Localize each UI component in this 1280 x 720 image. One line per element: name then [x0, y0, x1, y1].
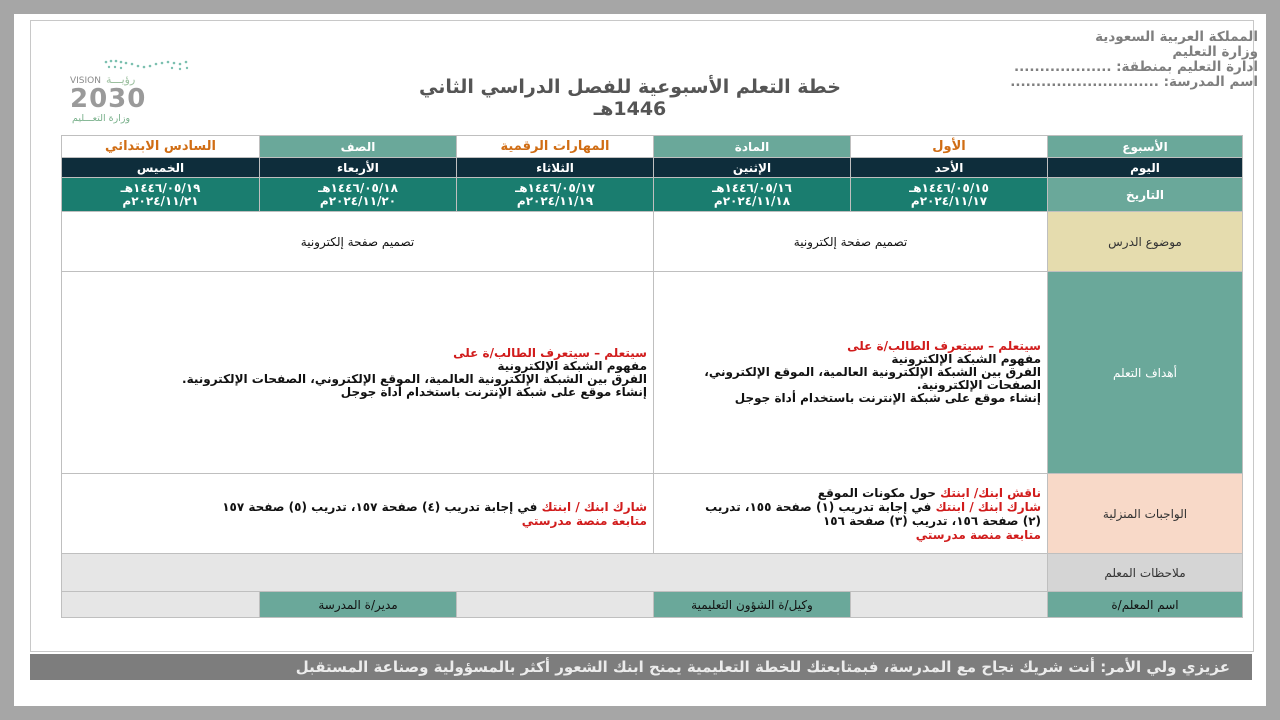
hw-highlight: ناقش ابنك/ ابنتك: [940, 485, 1041, 500]
parent-message-banner: [30, 654, 1252, 680]
date-hijri: ١٤٤٦/٠٥/١٥هـ: [909, 180, 989, 195]
homework-label: الواجبات المنزلية: [1048, 474, 1243, 554]
goals-intro: سيتعلم – سيتعرف الطالب/ة على: [847, 339, 1041, 353]
date-hijri: ١٤٤٦/٠٥/١٦هـ: [712, 180, 792, 195]
goal-line: الفرق بين الشبكة الإلكترونية العالمية، الموقع الإلكتروني،: [704, 365, 1041, 379]
dates-row: [62, 178, 1243, 212]
vision-2030-logo: [70, 56, 200, 124]
hw-platform: متابعة منصة مدرستي: [915, 527, 1041, 542]
date-gregorian: ٢٠٢٤/١١/٢٠م: [319, 193, 397, 208]
goal-line: الصفحات الإلكترونية.: [916, 378, 1041, 392]
hw-text: في إجابة تدريب (١) صفحة ١٥٥، تدريب: [705, 499, 936, 514]
principal-name-field[interactable]: [62, 592, 260, 618]
week-value: الأول: [851, 136, 1048, 158]
principal-label: مدير/ة المدرسة: [260, 592, 457, 618]
goal-line: مفهوم الشبكة الإلكترونية: [891, 352, 1041, 366]
teacher-label: اسم المعلم/ة: [1048, 592, 1243, 618]
deputy-label: وكيل/ة الشؤون التعليمية: [654, 592, 851, 618]
date-cell: [457, 178, 654, 212]
homework-row: [62, 474, 1243, 554]
topic-cell-1: تصميم صفحة إلكترونية: [654, 212, 1048, 272]
goals-cell-1: [654, 272, 1048, 474]
grade-value: السادس الابتدائي: [62, 136, 260, 158]
goal-line: الفرق بين الشبكة الإلكترونية العالمية، الموقع الإلكتروني، الصفحات الإلكترونية.: [182, 371, 647, 386]
logo-vision-text: VISION: [70, 76, 101, 86]
ministry-text: وزارة التعليم: [1172, 44, 1258, 60]
grade-label: الصف: [260, 136, 457, 158]
notes-field[interactable]: [62, 554, 1048, 592]
date-gregorian: ٢٠٢٤/١١/٢١م: [122, 193, 199, 208]
page-title: خطة التعلم الأسبوعية للفصل الدراسي الثاني 1446هـ: [419, 76, 841, 120]
homework-cell-2: [62, 474, 654, 554]
goals-intro: سيتعلم – سيتعرف الطالب/ة على: [453, 345, 647, 360]
date-cell: [654, 178, 851, 212]
date-hijri: ١٤٤٦/٠٥/١٩هـ: [120, 180, 201, 195]
goals-cell-2: [62, 272, 654, 474]
date-hijri: ١٤٤٦/٠٥/١٨هـ: [318, 180, 398, 195]
kingdom-text: المملكة العربية السعودية: [1095, 29, 1258, 45]
weekly-plan-table: [61, 135, 1243, 618]
date-hijri: ١٤٤٦/٠٥/١٧هـ: [515, 180, 595, 195]
hw-highlight: شارك ابنك / ابنتك: [935, 499, 1041, 514]
info-row: [62, 136, 1243, 158]
homework-cell-1: [654, 474, 1048, 554]
goal-line: مفهوم الشبكة الإلكترونية: [497, 358, 647, 373]
deputy-name-field[interactable]: [457, 592, 654, 618]
hw-line: (٢) صفحة ١٥٦، تدريب (٣) صفحة ١٥٦: [822, 513, 1041, 528]
hw-highlight: شارك ابنك / ابنتك: [541, 499, 647, 514]
day-monday: الإثنين: [654, 158, 851, 178]
week-label: الأسبوع: [1048, 136, 1243, 158]
day-wednesday: الأربعاء: [260, 158, 457, 178]
logo-ministry: وزارة التعـــليم: [72, 113, 131, 124]
header-info: [1010, 30, 1258, 90]
topic-row: [62, 212, 1243, 272]
teacher-name-field[interactable]: [851, 592, 1048, 618]
signatures-row: [62, 592, 1243, 618]
days-row: [62, 158, 1243, 178]
hw-line: [68, 500, 647, 514]
date-gregorian: ٢٠٢٤/١١/١٨م: [713, 193, 791, 208]
subject-value: المهارات الرقمية: [457, 136, 654, 158]
day-sunday: الأحد: [851, 158, 1048, 178]
logo-vision-ar: رؤيـــة: [106, 73, 136, 86]
hw-line: [660, 500, 1041, 514]
goal-line: إنشاء موقع على شبكة الإنترنت باستخدام أداة جوجل: [340, 384, 647, 399]
hw-platform: متابعة منصة مدرستي: [521, 513, 647, 528]
topic-cell-2: تصميم صفحة إلكترونية: [62, 212, 654, 272]
logo-year: 2030: [70, 84, 147, 114]
day-label: اليوم: [1048, 158, 1243, 178]
goal-line: إنشاء موقع على شبكة الإنترنت باستخدام أداة جوجل: [734, 391, 1041, 405]
parent-message: عزيزي ولي الأمر: أنت شريك نجاح مع المدرسة، فبمتابعتك للخطة التعليمية يمنح ابنك الشعور أكثر بالمسؤولية وصناعة المستقبل: [295, 658, 1230, 676]
topic-label: موضوع الدرس: [1048, 212, 1243, 272]
hw-text: حول مكونات الموقع: [817, 485, 941, 500]
date-cell: [62, 178, 260, 212]
notes-label: ملاحظات المعلم: [1048, 554, 1243, 592]
day-thursday: الخميس: [62, 158, 260, 178]
hw-text: في إجابة تدريب (٤) صفحة ١٥٧، تدريب (٥) صفحة ١٥٧: [222, 499, 542, 514]
goals-label: أهداف التعلم: [1048, 272, 1243, 474]
goals-row: [62, 272, 1243, 474]
date-gregorian: ٢٠٢٤/١١/١٩م: [516, 193, 594, 208]
date-cell: [851, 178, 1048, 212]
school-field: اسم المدرسة: .............................: [1010, 74, 1258, 90]
date-label: التاريخ: [1048, 178, 1243, 212]
day-tuesday: الثلاثاء: [457, 158, 654, 178]
logo-dots-icon: [102, 58, 192, 74]
hw-line: [660, 486, 1041, 500]
subject-label: المادة: [654, 136, 851, 158]
date-gregorian: ٢٠٢٤/١١/١٧م: [910, 193, 988, 208]
region-field: ادارة التعليم بمنطقة: ...................: [1014, 59, 1258, 75]
notes-row: [62, 554, 1243, 592]
date-cell: [260, 178, 457, 212]
